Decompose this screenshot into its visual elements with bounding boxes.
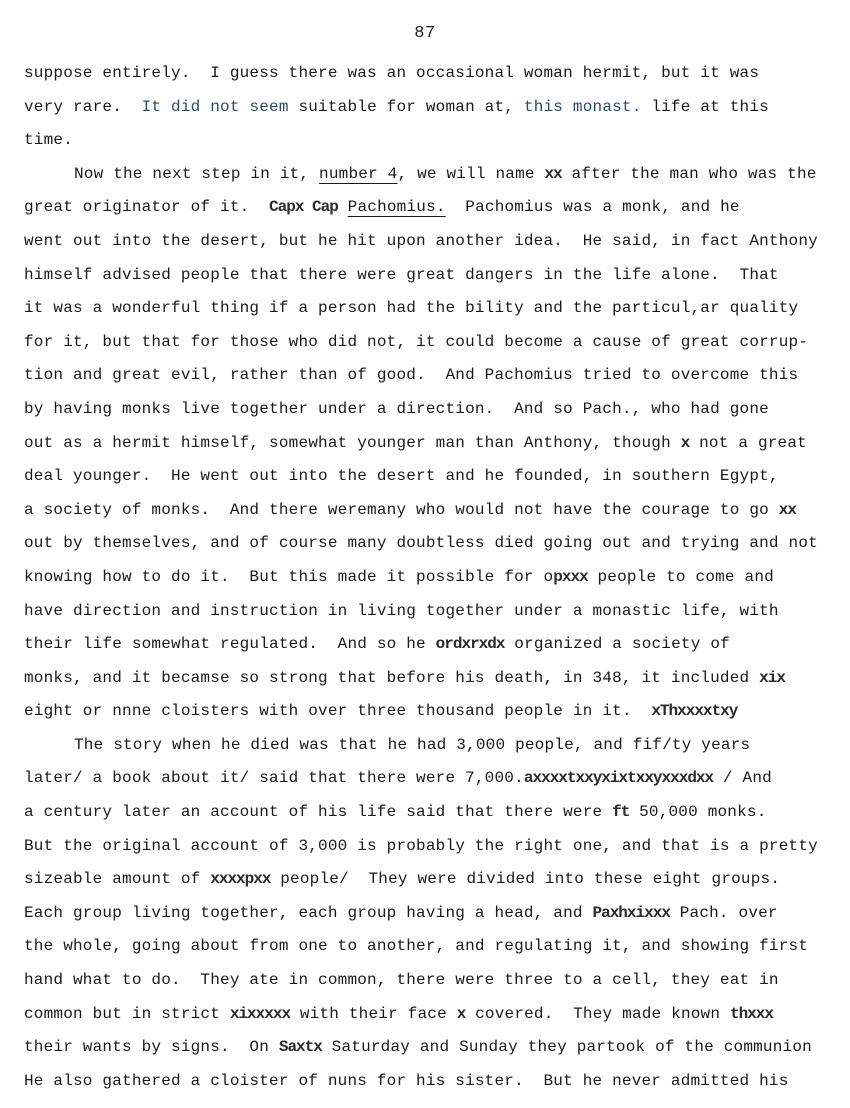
typed-overstrike: xx bbox=[778, 500, 796, 519]
text-line bbox=[24, 158, 839, 192]
text-segment: hand what to do. They ate in common, there were three to a cell, they eat in bbox=[24, 971, 779, 990]
typed-overstrike: Paxhxixxx bbox=[592, 903, 670, 922]
text-segment: time. bbox=[24, 131, 74, 150]
text-line bbox=[24, 225, 839, 259]
text-segment: Each group living together, each group having a head, and bbox=[24, 903, 593, 922]
text-segment: monks, and it becamse so strong that before his death, in 348, it included bbox=[24, 668, 760, 687]
text-line bbox=[24, 326, 839, 360]
text-segment: The story when he died was that he had 3,000 people, and fif/ty years bbox=[74, 735, 751, 754]
text-segment: tion and great evil, rather than of good. And Pachomius tried to overcome this bbox=[24, 366, 799, 385]
text-line bbox=[24, 729, 839, 763]
text-segment: He also gathered a cloister of nuns for his sister. But he never admitted his bbox=[24, 1071, 789, 1090]
text-segment: common but in strict bbox=[24, 1004, 230, 1023]
text-line bbox=[24, 359, 839, 393]
text-line bbox=[24, 427, 839, 461]
text-line bbox=[24, 561, 839, 595]
typed-overstrike: ft bbox=[612, 803, 630, 822]
text-line bbox=[24, 897, 839, 931]
text-line bbox=[24, 998, 839, 1032]
text-line bbox=[24, 124, 839, 158]
text-line bbox=[24, 930, 839, 964]
handwritten-annotation: this monast. bbox=[523, 97, 642, 116]
text-line bbox=[24, 830, 839, 864]
handwritten-annotation: It did not seem bbox=[141, 97, 289, 116]
text-segment: life at this bbox=[641, 97, 769, 116]
text-segment: a century later an account of his life said that there were bbox=[24, 803, 613, 822]
text-segment: after the man who was the bbox=[561, 164, 817, 183]
text-line bbox=[24, 494, 839, 528]
text-segment: not a great bbox=[689, 433, 807, 452]
text-line bbox=[24, 863, 839, 897]
text-line bbox=[24, 57, 839, 91]
text-segment: their wants by signs. On bbox=[24, 1038, 279, 1057]
typed-overstrike: Saxtx bbox=[278, 1038, 322, 1057]
text-segment: it was a wonderful thing if a person had the bility and the particul,ar quality bbox=[24, 299, 799, 318]
text-line bbox=[24, 662, 839, 696]
text-segment: , we will name bbox=[397, 164, 545, 183]
text-line bbox=[24, 1065, 839, 1099]
text-line bbox=[24, 292, 839, 326]
text-segment bbox=[338, 198, 348, 216]
typed-overstrike: x bbox=[680, 433, 690, 452]
text-line bbox=[24, 393, 839, 427]
text-line bbox=[24, 91, 839, 125]
text-segment: suppose entirely. I guess there was an occasional woman hermit, but it was bbox=[24, 64, 760, 82]
text-segment: very rare. bbox=[24, 97, 142, 116]
text-segment: later/ a book about it/ said that there were 7,000. bbox=[24, 769, 524, 788]
typed-overstrike: axxxxtxxyxixtxxyxxxdxx bbox=[523, 769, 714, 788]
text-segment: by having monks live together under a direction. And so Pach., who had gone bbox=[24, 399, 769, 418]
text-segment: / And bbox=[713, 769, 772, 788]
text-segment: a society of monks. And there weremany who would not have the courage to go bbox=[24, 500, 779, 519]
text-segment: went out into the desert, but he hit upon another idea. He said, in fact Anthony bbox=[24, 231, 818, 250]
typed-overstrike: pxxx bbox=[553, 567, 588, 586]
text-segment: the whole, going about from one to another, and regulating it, and showing first bbox=[24, 937, 809, 956]
text-line bbox=[24, 259, 839, 293]
typed-overstrike: ordxrxdx bbox=[435, 635, 505, 654]
text-line bbox=[24, 628, 839, 662]
text-segment: Saturday and Sunday they partook of the communion bbox=[321, 1038, 812, 1057]
typed-overstrike: thxxx bbox=[729, 1004, 773, 1023]
text-segment: have direction and instruction in living together under a monastic life, with bbox=[24, 601, 779, 620]
typed-overstrike: xixxxxx bbox=[229, 1004, 291, 1023]
typed-overstrike: Capx Cap bbox=[269, 198, 338, 217]
text-segment: with their face bbox=[290, 1004, 457, 1023]
text-line bbox=[24, 1031, 839, 1065]
text-segment: Now the next step in it, bbox=[74, 164, 320, 183]
text-line bbox=[24, 762, 839, 796]
text-segment: himself advised people that there were great dangers in the life alone. That bbox=[24, 265, 779, 284]
underlined-text: Pachomius. bbox=[347, 198, 446, 217]
text-segment: knowing how to do it. But this made it possible for o bbox=[24, 567, 554, 586]
text-line bbox=[24, 796, 839, 830]
typed-overstrike: xxxxpxx bbox=[210, 870, 271, 889]
text-segment: great originator of it. bbox=[24, 198, 270, 217]
typed-overstrike: xx bbox=[544, 164, 562, 183]
underlined-text: number 4 bbox=[319, 164, 398, 183]
text-segment: for it, but that for those who did not, it could become a cause of great corrup- bbox=[24, 332, 809, 351]
text-line bbox=[24, 460, 839, 494]
text-line bbox=[24, 695, 839, 729]
text-segment: sizeable amount of bbox=[24, 870, 211, 889]
text-segment: out by themselves, and of course many doubtless died going out and trying and not bbox=[24, 534, 818, 553]
text-line bbox=[24, 964, 839, 998]
text-segment: deal younger. He went out into the desert and he founded, in southern Egypt, bbox=[24, 467, 779, 486]
typed-overstrike: x bbox=[456, 1004, 466, 1023]
text-segment: Pachomius was a monk, and he bbox=[445, 198, 740, 217]
text-segment: organized a society of bbox=[504, 635, 730, 654]
text-line bbox=[24, 595, 839, 629]
page-number: 87 bbox=[414, 24, 436, 43]
text-segment: But the original account of 3,000 is probably the right one, and that is a pretty bbox=[24, 836, 818, 855]
text-line bbox=[24, 191, 839, 225]
typescript-body bbox=[24, 57, 839, 1098]
text-segment: covered. They made known bbox=[465, 1004, 730, 1023]
text-segment: eight or nnne cloisters with over three thousand people in it. bbox=[24, 702, 652, 721]
typed-overstrike: xix bbox=[759, 668, 785, 687]
typed-overstrike: xThxxxxtxy bbox=[651, 702, 738, 721]
text-segment: suitable for woman at, bbox=[288, 97, 524, 116]
text-segment: 50,000 monks. bbox=[629, 803, 767, 822]
text-segment: people to come and bbox=[587, 567, 774, 586]
text-line bbox=[24, 527, 839, 561]
text-segment: out as a hermit himself, somewhat younger man than Anthony, though bbox=[24, 433, 681, 452]
text-segment: their life somewhat regulated. And so he bbox=[24, 635, 436, 654]
text-segment: people/ They were divided into these eight groups. bbox=[270, 870, 781, 889]
text-segment: Pach. over bbox=[669, 903, 778, 922]
